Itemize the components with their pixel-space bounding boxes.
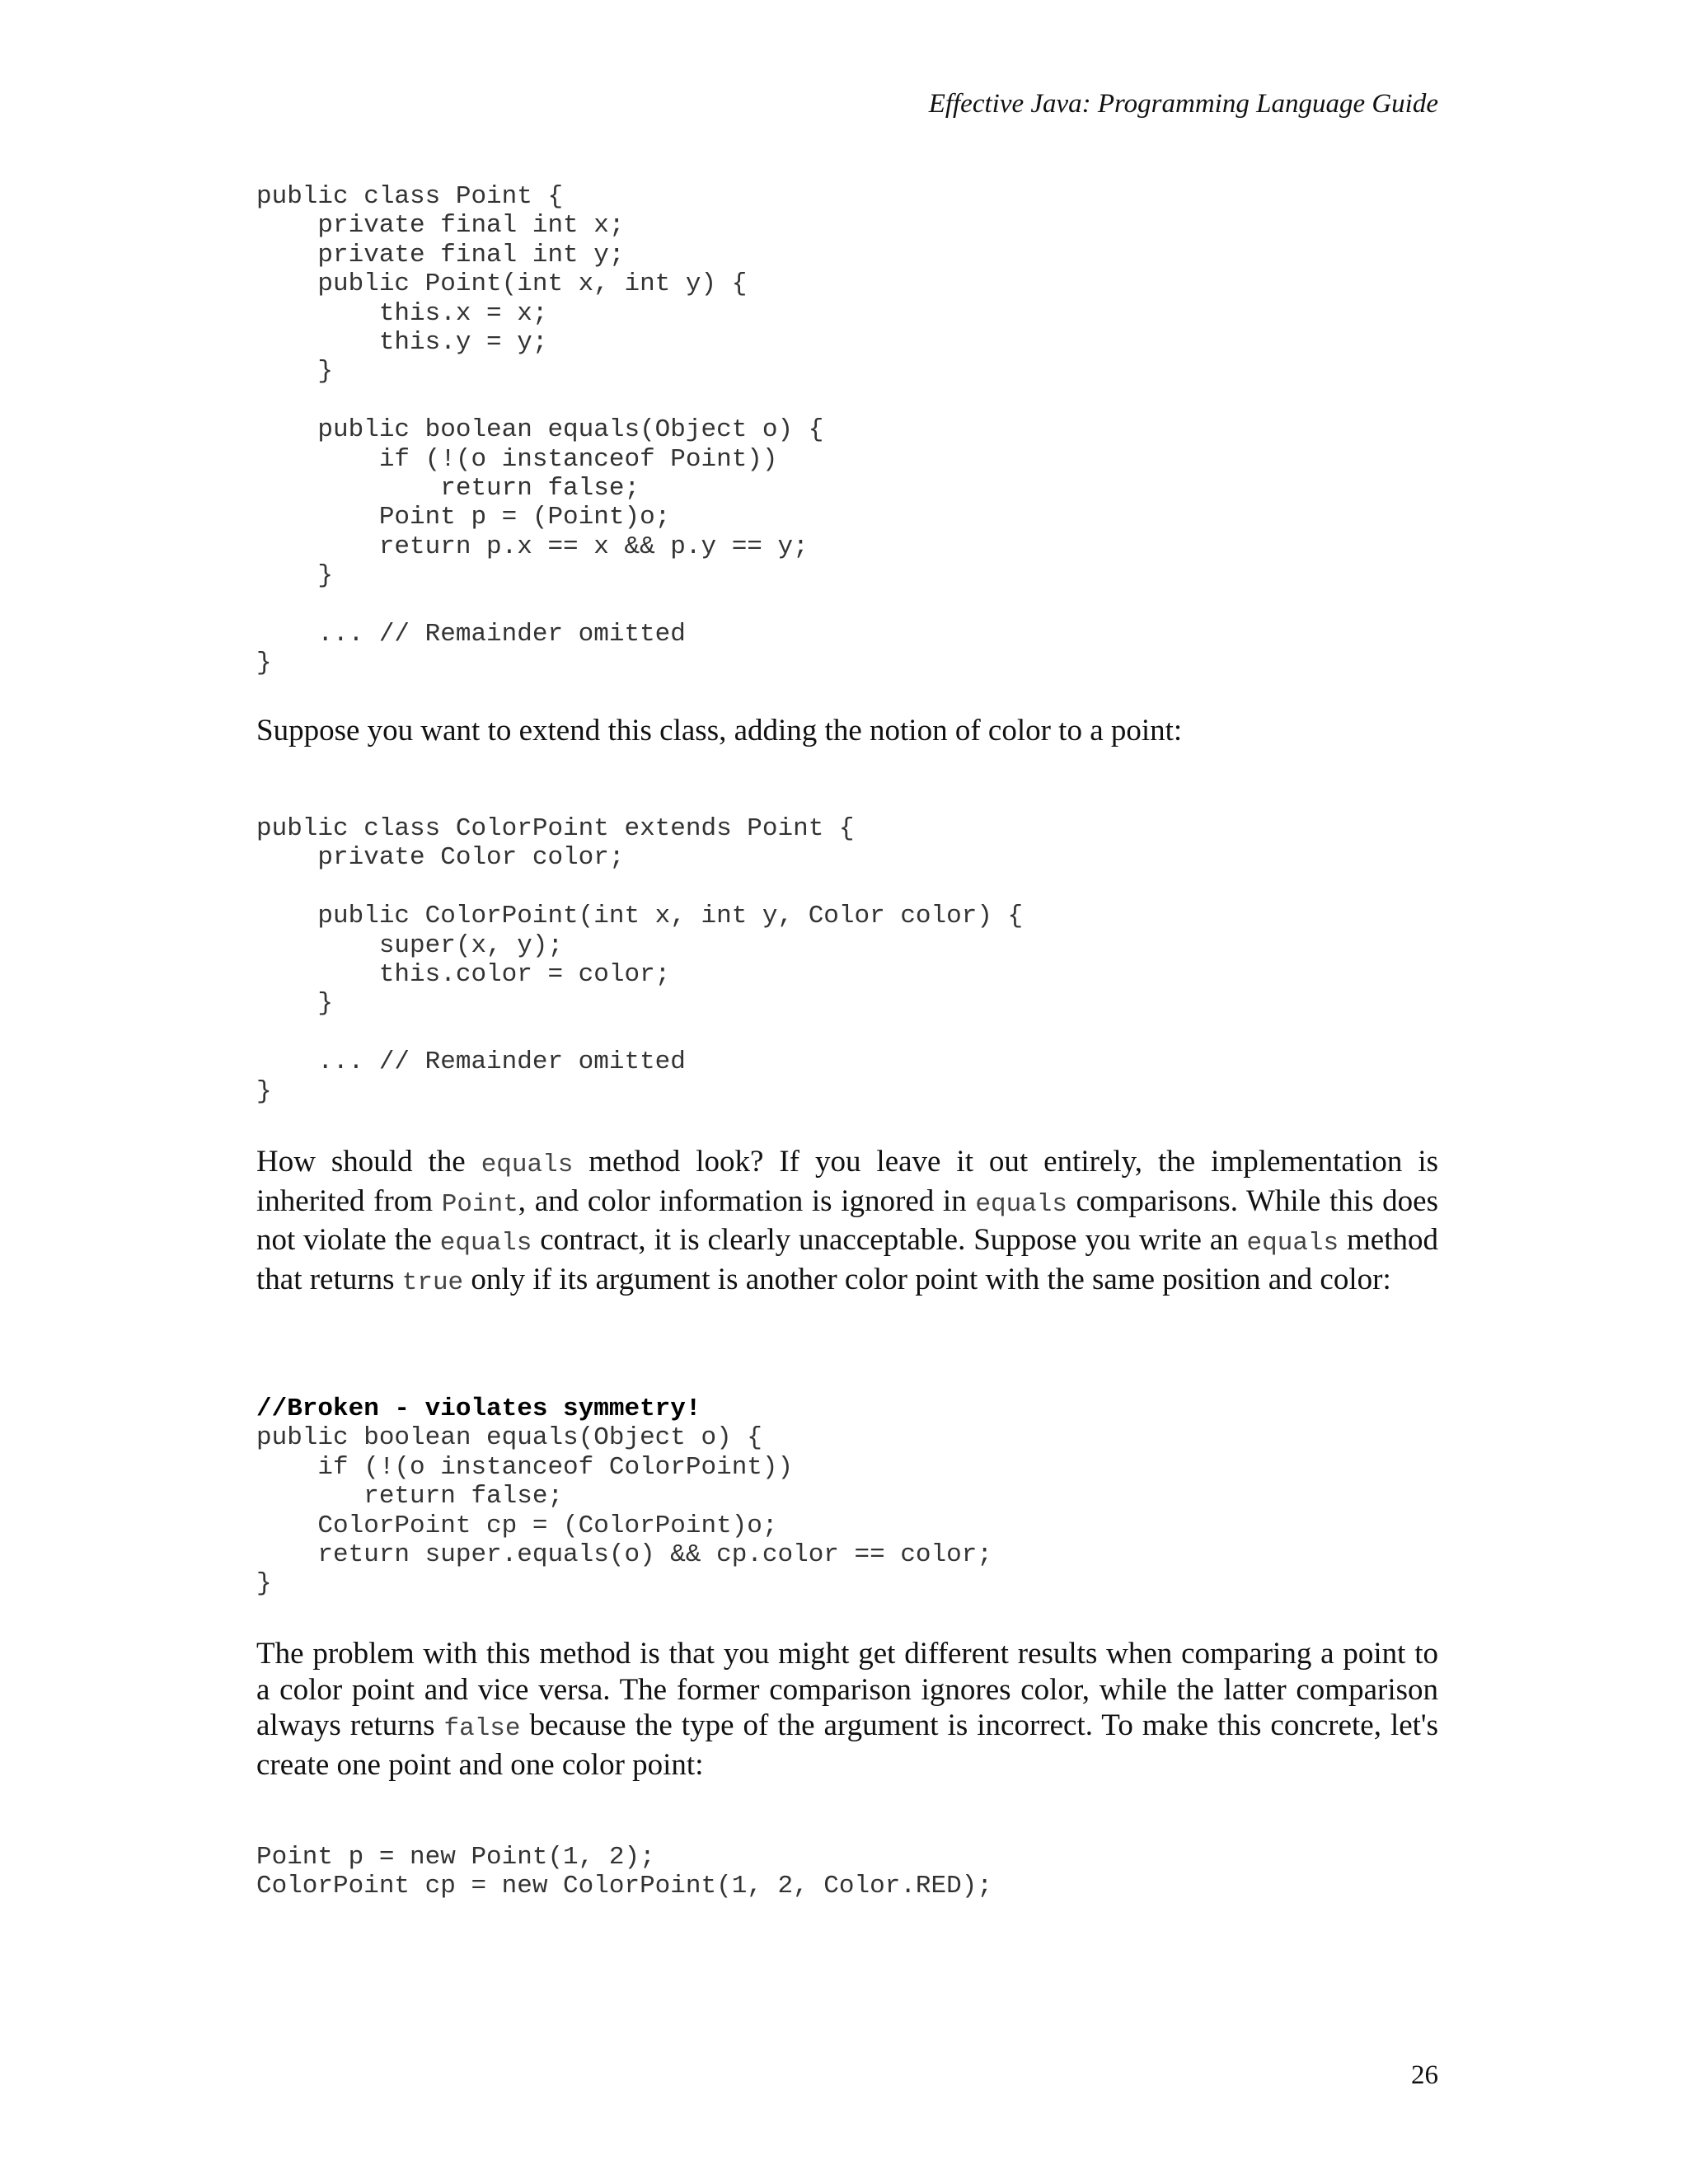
running-header: Effective Java: Programming Language Guide [928,89,1438,119]
code-line: private final int y; [256,240,625,269]
code-line: public boolean equals(Object o) { [256,415,824,445]
code-block-broken-equals [256,1394,992,1599]
code-line: return false; [256,473,640,503]
code-comment: //Broken - violates symmetry! [256,1394,701,1423]
code-line [256,590,823,619]
inline-code: equals [481,1151,574,1179]
code-block-point-class [256,182,823,678]
code-line: } [256,561,334,591]
code-line: ColorPoint cp = (ColorPoint)o; [256,1511,778,1540]
inline-code: Point [441,1189,518,1219]
code-line: } [256,649,272,678]
code-block-instances [256,1843,992,1901]
code-block-colorpoint-class [256,814,1023,1106]
code-line: Point p = new Point(1, 2); [256,1843,655,1872]
inline-code: equals [1246,1229,1339,1258]
code-line: return super.equals(o) && cp.color == color; [256,1540,992,1569]
code-line: ... // Remainder omitted [256,619,686,649]
inline-code: equals [439,1229,532,1258]
code-line: this.x = x; [256,298,548,328]
code-line: } [256,1076,272,1106]
code-line: return p.x == x && p.y == y; [256,532,809,561]
code-line: ColorPoint cp = new ColorPoint(1, 2, Color.RED); [256,1872,992,1901]
code-line: if (!(o instanceof ColorPoint)) [256,1452,794,1482]
code-line: } [256,357,334,387]
inline-code: false [443,1714,521,1743]
code-line: public class Point { [256,182,564,211]
code-line: private Color color; [256,843,625,873]
code-line: Point p = (Point)o; [256,503,671,532]
page-number: 26 [1411,2060,1438,2090]
inline-code: true [401,1268,464,1297]
code-line: this.y = y; [256,327,548,357]
code-line: if (!(o instanceof Point)) [256,444,778,474]
code-line [256,873,1023,902]
code-line: ... // Remainder omitted [256,1047,686,1077]
code-line: } [256,1569,272,1599]
code-line: public ColorPoint(int x, int y, Color color) { [256,902,1024,931]
code-line: private final int x; [256,211,625,241]
code-line: this.color = color; [256,959,671,989]
paragraph-symmetry-problem: The problem with this method is that you might get different results when comparing a point to a color point and vice versa. The former comparison ignores color, while the latter comparison always returns false because the type of the argument is incorrect. To make this concrete, let's create one point and one color point: [256,1637,1438,1782]
code-line: public boolean equals(Object o) { [256,1423,762,1453]
code-line [256,387,823,415]
code-line: } [256,989,334,1019]
paragraph-equals-method: How should the equals method look? If you leave it out entirely, the implementation is inherited from Point, and color information is ignored in equals comparisons. While this does not violate the equals contract, it is clearly unacceptable. Suppose you write an equals method that returns true only if its argument is another color point with the same position and color: [256,1145,1438,1297]
paragraph-extend-class: Suppose you want to extend this class, adding the notion of color to a point: [256,714,1183,748]
code-line: public class ColorPoint extends Point { [256,814,855,843]
code-line: return false; [256,1482,564,1511]
code-line [256,1019,1023,1047]
code-line: public Point(int x, int y) { [256,269,748,299]
inline-code: equals [975,1189,1067,1219]
code-line: super(x, y); [256,930,564,960]
